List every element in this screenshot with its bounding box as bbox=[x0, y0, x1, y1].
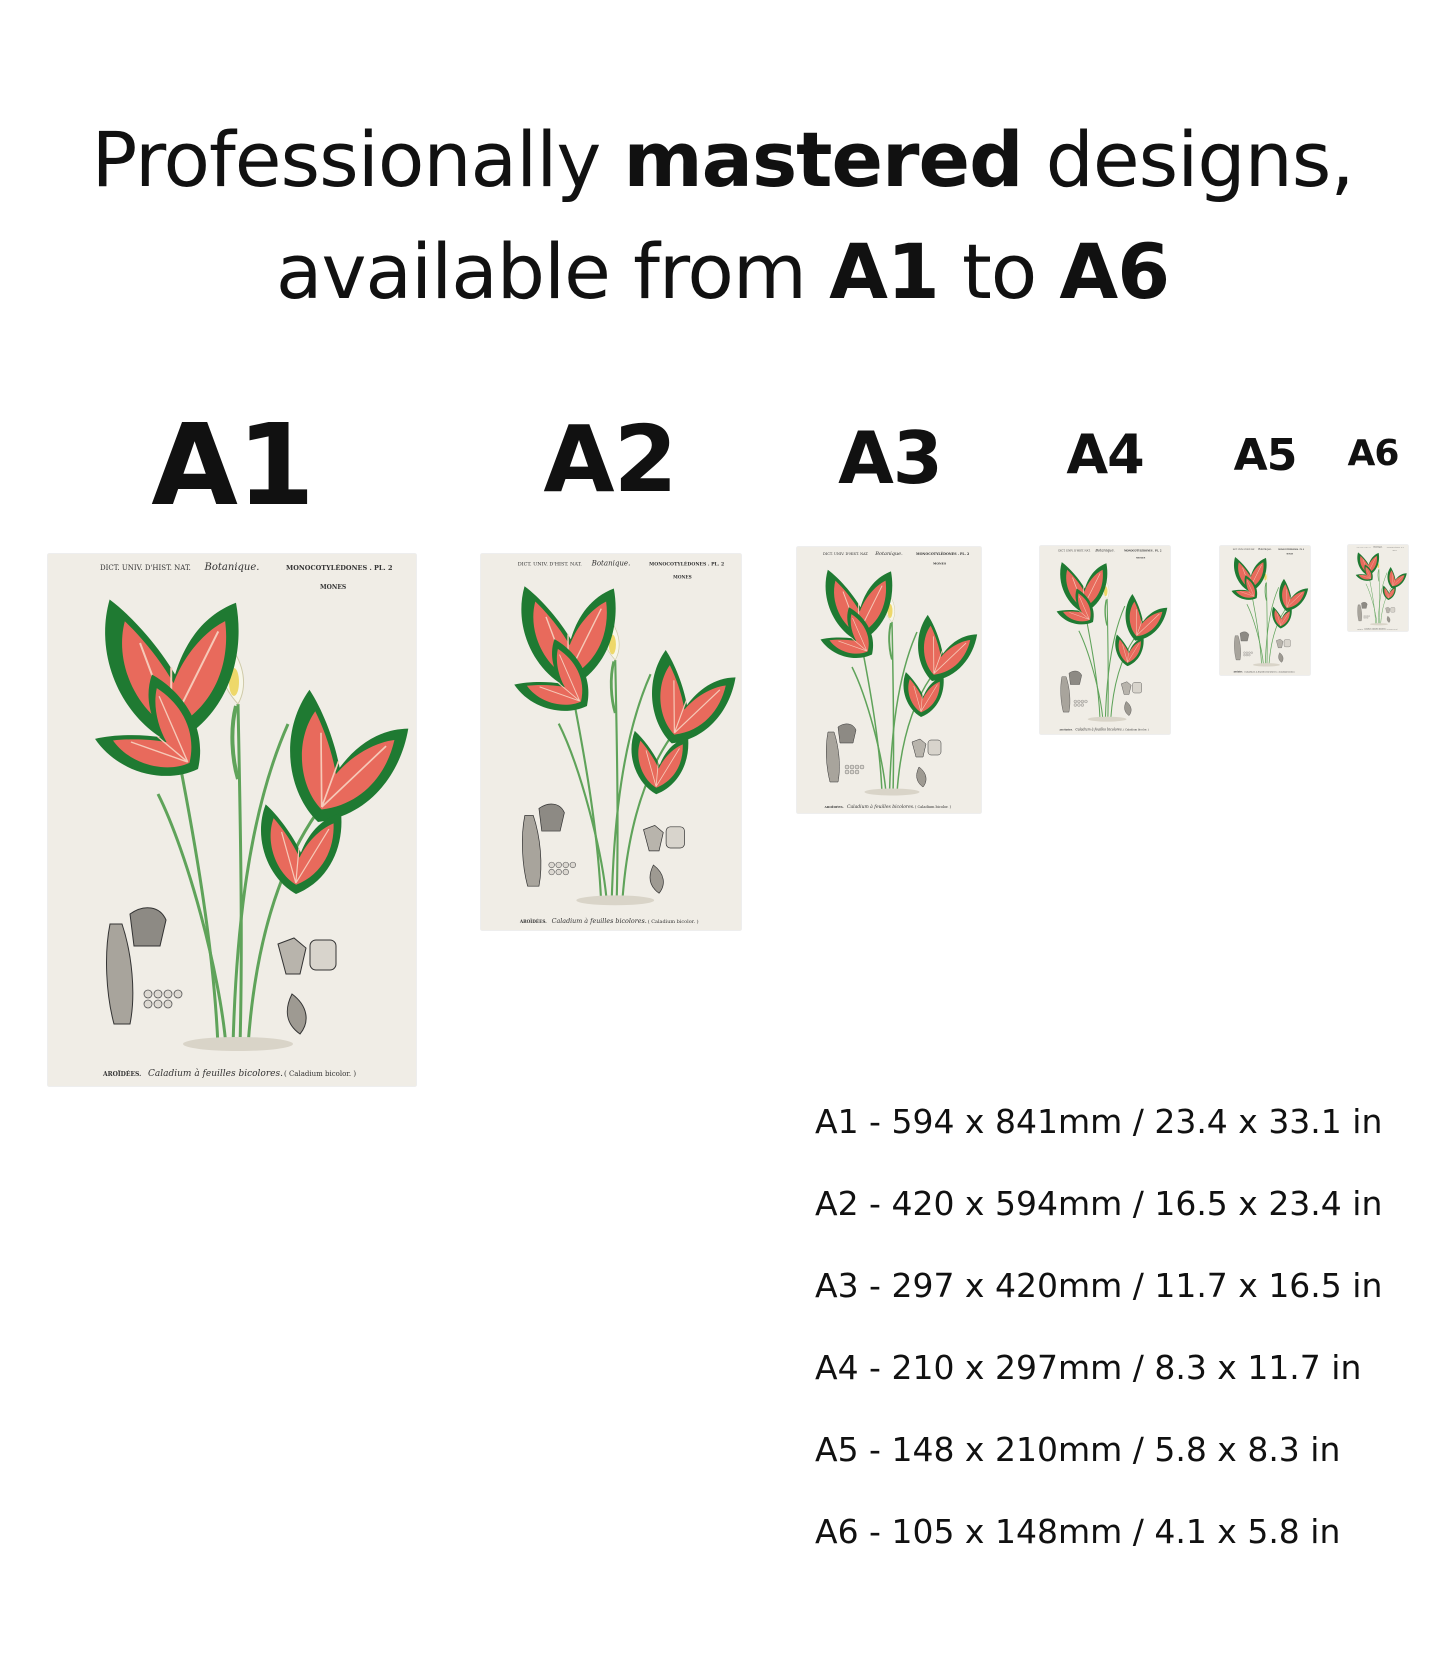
print-caption-left: AROÏDÉES. bbox=[1233, 672, 1243, 674]
botanical-artwork bbox=[1040, 546, 1170, 734]
print-header-left: DICT. UNIV. D'HIST. NAT. bbox=[823, 552, 869, 556]
print-caption-left: AROÏDÉES. bbox=[103, 1071, 142, 1078]
print-header-right: MONOCOTYLÉDONES . PL. 2 bbox=[1386, 547, 1405, 549]
spec-line-a6: A6 - 105 x 148mm / 4.1 x 5.8 in bbox=[815, 1512, 1341, 1551]
size-label-a6: A6 bbox=[1347, 433, 1399, 474]
print-header-right: MONOCOTYLÉDONES . PL. 2 bbox=[916, 552, 970, 556]
size-label-a5: A5 bbox=[1233, 430, 1297, 481]
print-caption-left: AROÏDÉES. bbox=[1356, 629, 1364, 631]
size-label-a1: A1 bbox=[151, 401, 314, 531]
print-caption-right: ( Caladium bicolor. ) bbox=[1123, 728, 1149, 732]
print-header-center: Botanique. bbox=[1373, 546, 1383, 549]
spec-line-a2: A2 - 420 x 594mm / 16.5 x 23.4 in bbox=[815, 1184, 1383, 1223]
print-preview-a5 bbox=[1220, 546, 1310, 675]
print-caption-right: ( Caladium bicolor. ) bbox=[1386, 629, 1399, 631]
print-caption-right: ( Caladium bicolor. ) bbox=[1277, 671, 1296, 674]
print-header-left: DICT. UNIV. D'HIST. NAT. bbox=[1232, 548, 1255, 551]
print-caption-script: Caladium à feuilles bicolores. bbox=[1364, 629, 1387, 631]
headline-line-2: available from A1 to A6 bbox=[275, 227, 1170, 316]
print-subheader: MONES bbox=[1392, 550, 1397, 552]
print-header-right: MONOCOTYLÉDONES . PL. 2 bbox=[1124, 549, 1162, 553]
botanical-artwork bbox=[1348, 545, 1408, 631]
print-header-left: DICT. UNIV. D'HIST. NAT. bbox=[1058, 549, 1091, 553]
print-header-right: MONOCOTYLÉDONES . PL. 2 bbox=[649, 562, 725, 568]
print-preview-a6 bbox=[1348, 545, 1408, 631]
print-caption-right: ( Caladium bicolor. ) bbox=[284, 1070, 357, 1078]
headline-line-1: Professionally mastered designs, bbox=[91, 115, 1354, 204]
print-subheader: MONES bbox=[1286, 554, 1293, 556]
page-headline bbox=[0, 104, 1445, 328]
print-subheader: MONES bbox=[933, 561, 947, 566]
botanical-artwork bbox=[797, 547, 981, 813]
botanical-artwork bbox=[481, 554, 741, 930]
spec-line-a5: A5 - 148 x 210mm / 5.8 x 8.3 in bbox=[815, 1430, 1341, 1469]
print-caption-right: ( Caladium bicolor. ) bbox=[647, 918, 699, 925]
print-header-left: DICT. UNIV. D'HIST. NAT. bbox=[517, 561, 582, 568]
botanical-artwork bbox=[48, 554, 416, 1086]
print-caption-right: ( Caladium bicolor. ) bbox=[915, 805, 952, 809]
print-subheader: MONES bbox=[320, 584, 347, 591]
print-caption-script: Caladium à feuilles bicolores. bbox=[1244, 670, 1278, 674]
print-header-right: MONOCOTYLÉDONES . PL. 2 bbox=[1278, 549, 1305, 551]
size-spec-list bbox=[815, 1092, 1382, 1584]
botanical-artwork bbox=[1220, 546, 1310, 675]
print-subheader: MONES bbox=[1136, 557, 1146, 560]
print-header-center: Botanique. bbox=[591, 558, 631, 568]
size-label-a3: A3 bbox=[838, 416, 942, 500]
print-caption-left: AROÏDÉES. bbox=[824, 805, 844, 809]
spec-line-a1: A1 - 594 x 841mm / 23.4 x 33.1 in bbox=[815, 1102, 1383, 1141]
print-header-left: DICT. UNIV. D'HIST. NAT. bbox=[100, 564, 191, 572]
print-caption-script: Caladium à feuilles bicolores. bbox=[1075, 727, 1123, 732]
print-header-center: Botanique. bbox=[204, 562, 260, 573]
print-preview-a4 bbox=[1040, 546, 1170, 734]
size-label-a4: A4 bbox=[1066, 423, 1144, 486]
print-header-right: MONOCOTYLÉDONES . PL. 2 bbox=[286, 564, 393, 572]
spec-line-a4: A4 - 210 x 297mm / 8.3 x 11.7 in bbox=[815, 1348, 1362, 1387]
print-header-center: Botanique. bbox=[875, 551, 903, 557]
print-header-left: DICT. UNIV. D'HIST. NAT. bbox=[1356, 547, 1372, 549]
spec-line-a3: A3 - 297 x 420mm / 11.7 x 16.5 in bbox=[815, 1266, 1383, 1305]
print-caption-left: AROÏDÉES. bbox=[1059, 729, 1073, 732]
size-label-a2: A2 bbox=[543, 406, 677, 513]
print-preview-a3 bbox=[797, 547, 981, 813]
print-caption-script: Caladium à feuilles bicolores. bbox=[148, 1069, 283, 1079]
print-caption-script: Caladium à feuilles bicolores. bbox=[847, 805, 915, 810]
print-preview-a1 bbox=[48, 554, 416, 1086]
print-header-center: Botanique. bbox=[1095, 548, 1115, 553]
print-header-center: Botanique. bbox=[1258, 547, 1272, 551]
print-preview-a2 bbox=[481, 554, 741, 930]
print-subheader: MONES bbox=[673, 574, 692, 580]
print-caption-script: Caladium à feuilles bicolores. bbox=[551, 917, 647, 925]
print-caption-left: AROÏDÉES. bbox=[519, 918, 547, 924]
